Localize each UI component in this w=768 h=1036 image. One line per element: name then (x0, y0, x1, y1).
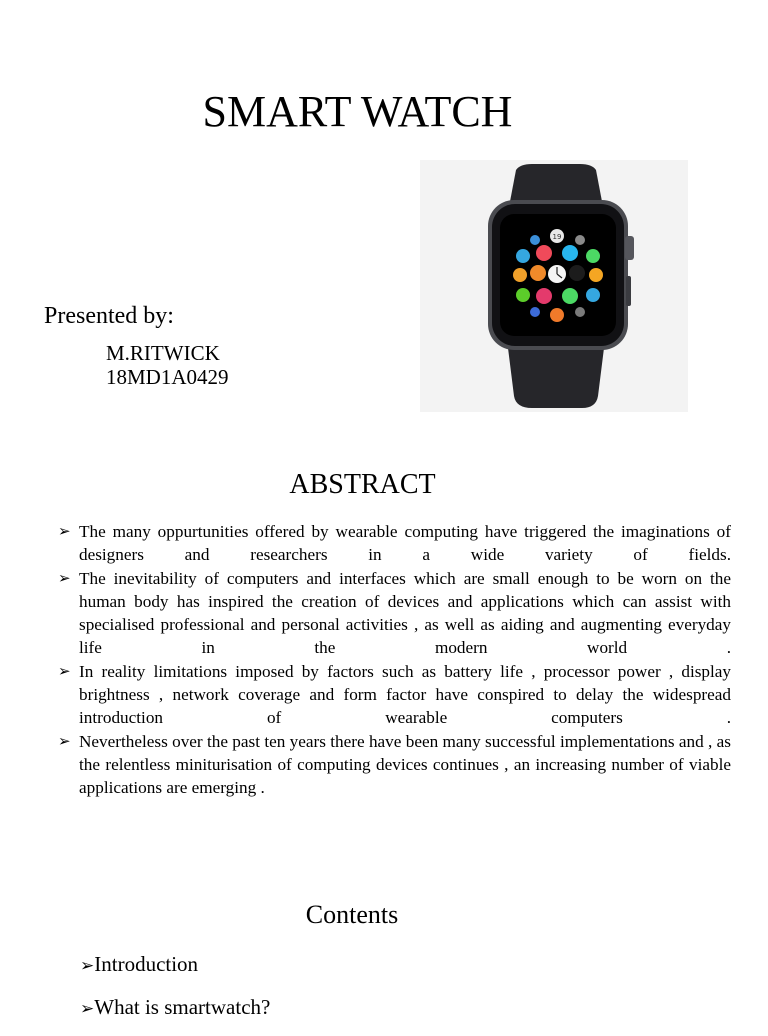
app-circle-icon (550, 308, 564, 322)
contents-item (80, 950, 270, 980)
contents-item-label: Introduction (94, 952, 199, 976)
abstract-list (58, 520, 731, 800)
author-name: M.RITWICK (106, 341, 220, 365)
app-circle-icon (575, 307, 585, 317)
abstract-item (58, 520, 731, 567)
app-circle-icon (586, 288, 600, 302)
smartwatch-image (420, 160, 688, 412)
app-circle-icon (513, 268, 527, 282)
abstract-item-text: In reality limitations imposed by factors such as battery life , processor power , display brightness , network coverage and form factor have conspired to delay the widespread introduction of wearable computers . (79, 661, 731, 728)
app-circle-icon (536, 245, 552, 261)
watch-complication-number: 19 (552, 233, 562, 241)
abstract-item-text: Nevertheless over the past ten years there have been many successful implementations and , as the relentless miniturisation of computing devices continues , an increasing number of viable applications are emerging . (79, 731, 731, 798)
app-circle-icon (536, 288, 552, 304)
app-circle-icon (530, 307, 540, 317)
app-circle-icon (530, 235, 540, 245)
app-circle-icon (575, 235, 585, 245)
abstract-item (58, 660, 731, 730)
app-circle-icon (589, 268, 603, 282)
app-circle-icon (586, 249, 600, 263)
contents-item (80, 993, 270, 1023)
arrow-bullet-icon: ➢ (58, 661, 71, 680)
contents-item-label: What is smartwatch? (94, 995, 271, 1019)
arrow-bullet-icon: ➢ (58, 522, 71, 540)
arrow-bullet-icon: ➢ (58, 731, 71, 750)
app-circle-icon (562, 288, 578, 304)
abstract-item-text: The many oppurtunities offered by wearable computing have triggered the imaginations of designers and researchers in a wide variety of fields. (79, 522, 731, 565)
author-roll-number: 18MD1A0429 (106, 365, 229, 389)
abstract-item (58, 567, 731, 660)
abstract-heading: ABSTRACT (289, 469, 436, 500)
contents-list (80, 950, 270, 1036)
arrow-bullet-icon: ➢ (80, 956, 95, 976)
abstract-item (58, 730, 731, 800)
author-block (106, 341, 229, 389)
arrow-bullet-icon: ➢ (58, 568, 71, 587)
app-circle-icon (516, 249, 530, 263)
app-circle-icon (530, 265, 546, 281)
app-circle-icon (569, 265, 585, 281)
app-circle-icon (516, 288, 530, 302)
abstract-item-text: The inevitability of computers and interfaces which are small enough to be worn on the human body has inspired the creation of devices and applications which can assist with specialised professional and personal activities , as well as aiding and augmenting everyday life in the modern world . (79, 568, 731, 658)
app-circle-icon (562, 245, 578, 261)
presented-by-label: Presented by: (44, 303, 174, 329)
page-title: SMART WATCH (202, 87, 513, 136)
arrow-bullet-icon: ➢ (80, 999, 95, 1019)
contents-heading: Contents (305, 900, 399, 929)
